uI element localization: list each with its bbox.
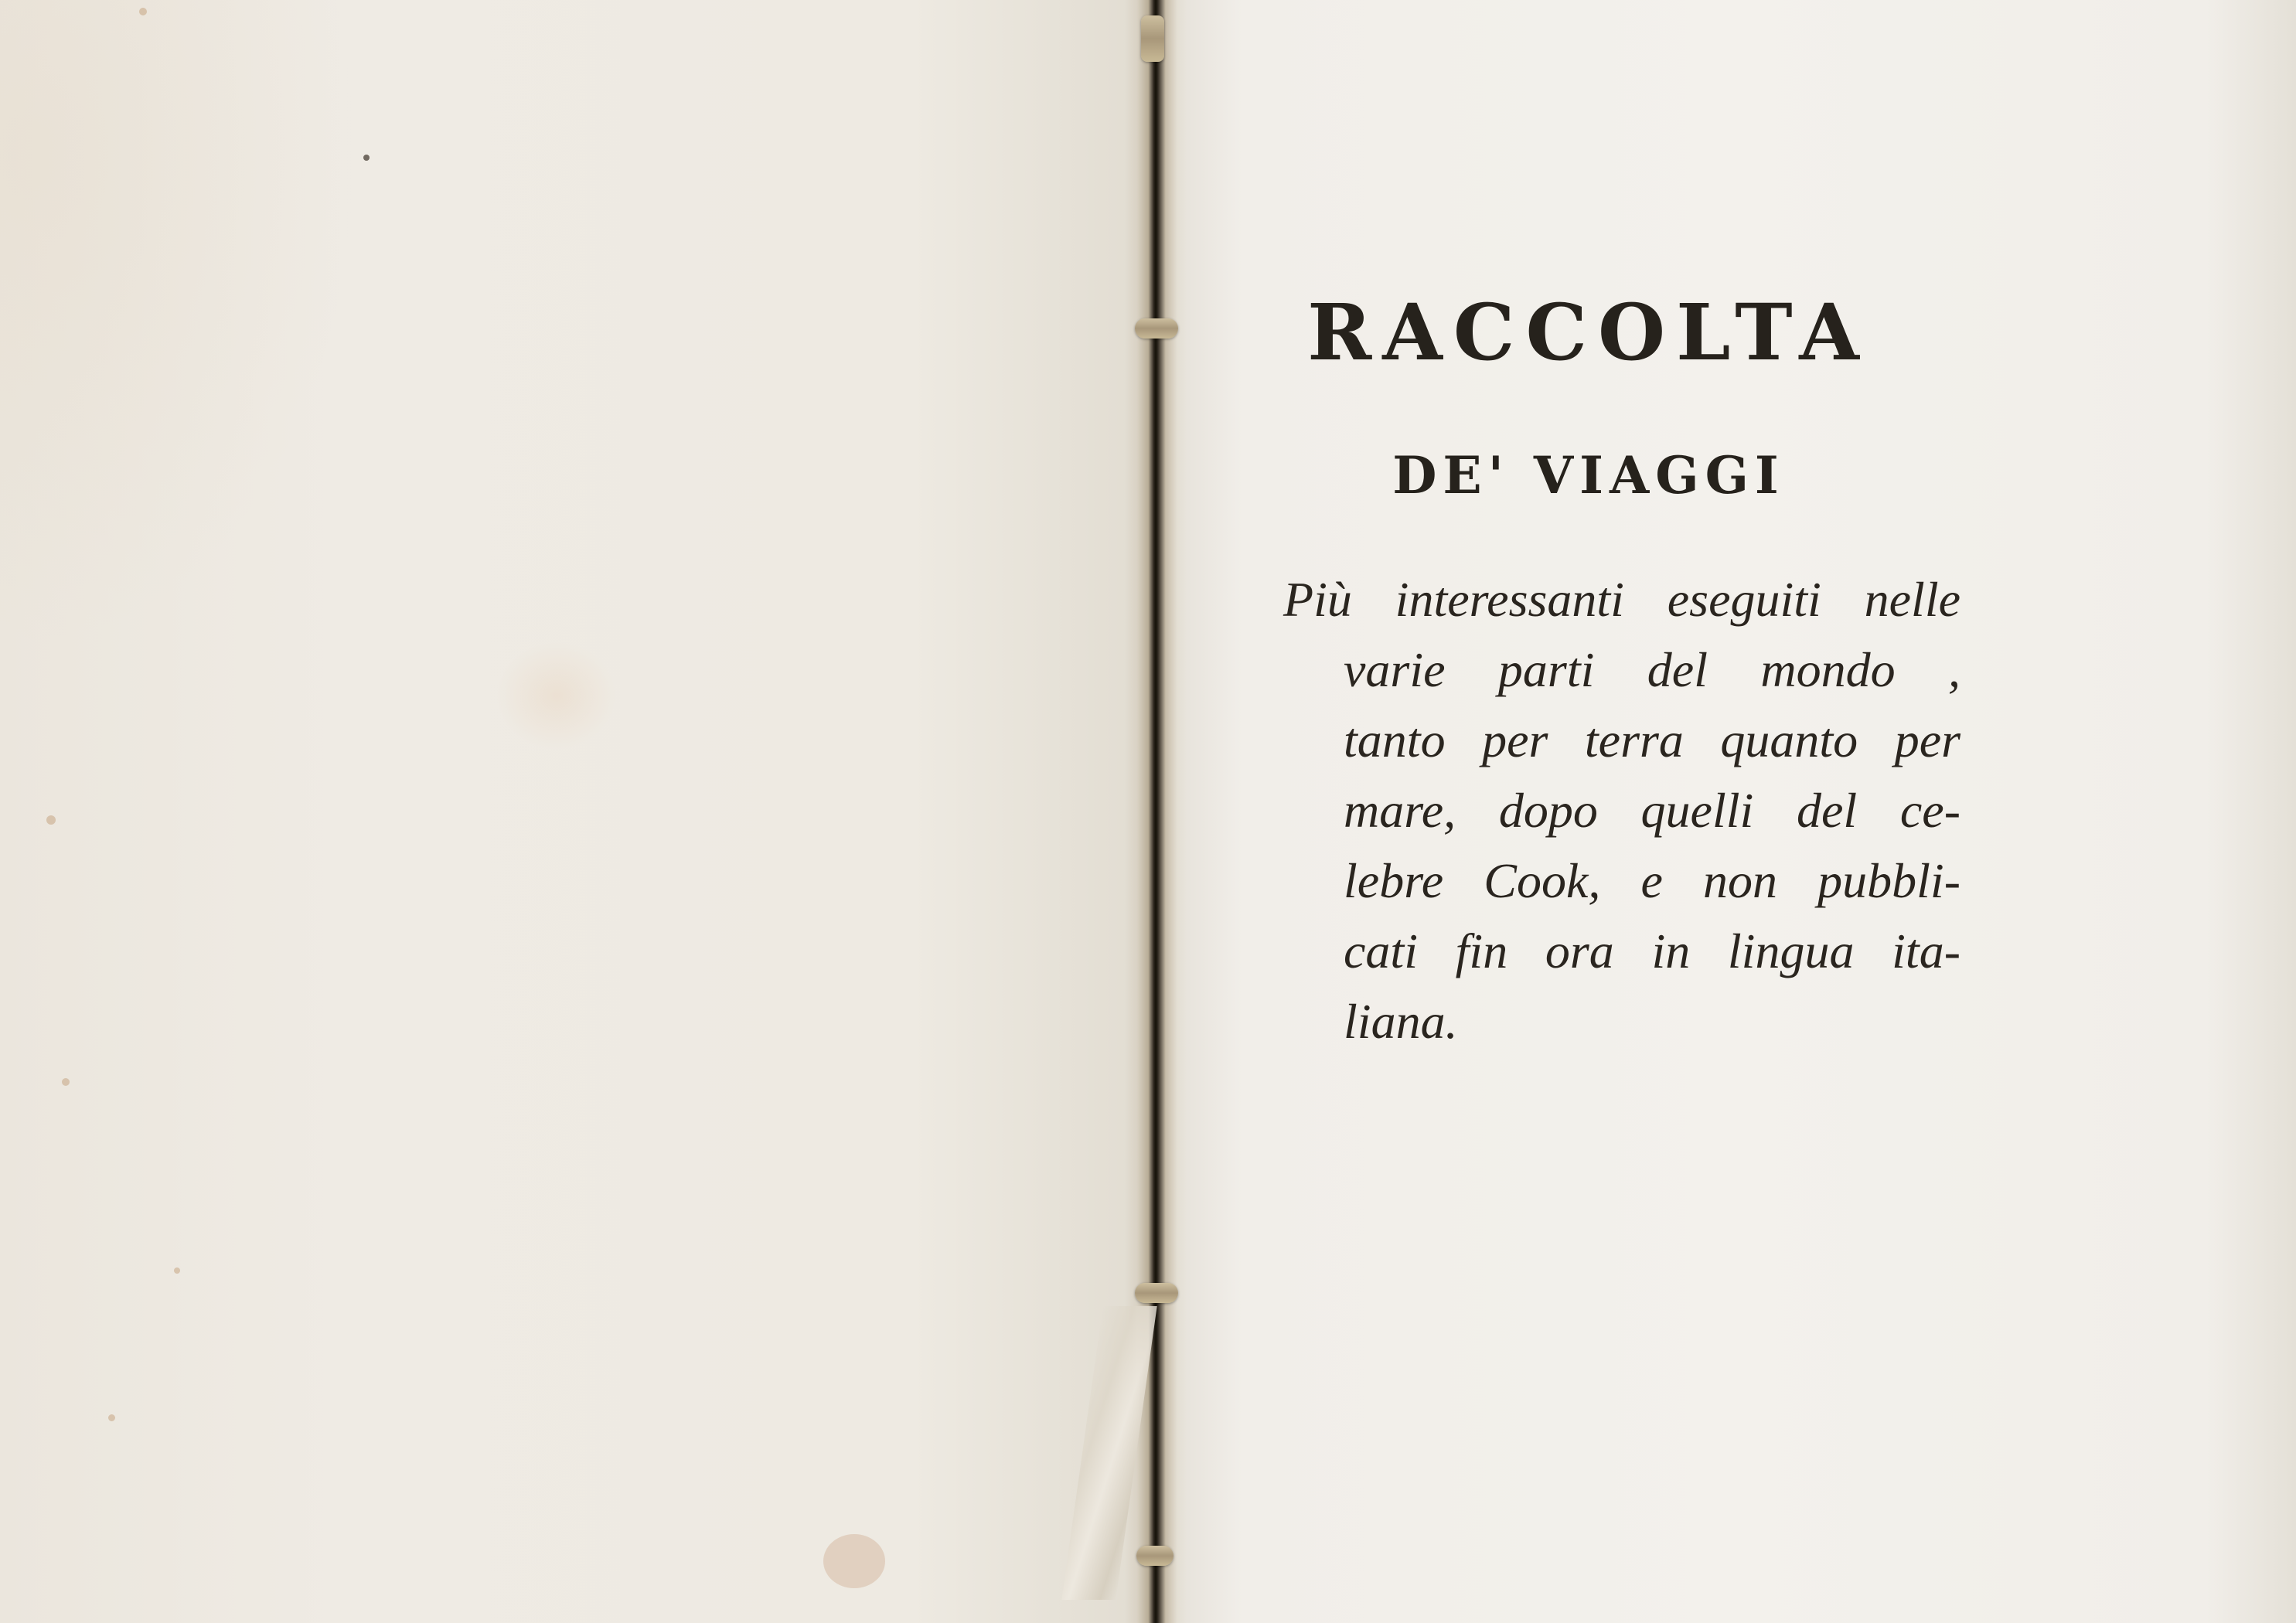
description-line: varie parti del mondo , bbox=[1344, 642, 1960, 697]
description-line: lebre Cook, e non pubbli- bbox=[1344, 853, 1960, 908]
book-description bbox=[1283, 564, 1979, 1056]
description-line: Più interessanti eseguiti nelle bbox=[1283, 572, 1960, 627]
foxing-spot bbox=[139, 8, 147, 15]
description-line: tanto per terra quanto per bbox=[1344, 713, 1960, 767]
book-subtitle: DE' VIAGGI bbox=[1392, 445, 1785, 505]
description-line: liana. bbox=[1344, 994, 1458, 1049]
book-title: RACCOLTA bbox=[1307, 287, 1870, 378]
foxing-spot bbox=[62, 1078, 70, 1086]
description-line: cati fin ora in lingua ita- bbox=[1344, 924, 1960, 978]
binding-stitch bbox=[1135, 318, 1178, 339]
foxing-stain bbox=[823, 1534, 885, 1588]
foxing-spot bbox=[46, 815, 56, 825]
foxing-spot bbox=[108, 1414, 115, 1421]
description-line: mare, dopo quelli del ce- bbox=[1344, 783, 1960, 838]
binding-stitch bbox=[1136, 1546, 1174, 1566]
binding-stitch bbox=[1135, 1283, 1178, 1303]
foxing-spot bbox=[174, 1267, 180, 1274]
binding-stitch bbox=[1141, 15, 1164, 62]
left-page-blank bbox=[0, 0, 1136, 1623]
foxing-spot bbox=[363, 155, 370, 161]
